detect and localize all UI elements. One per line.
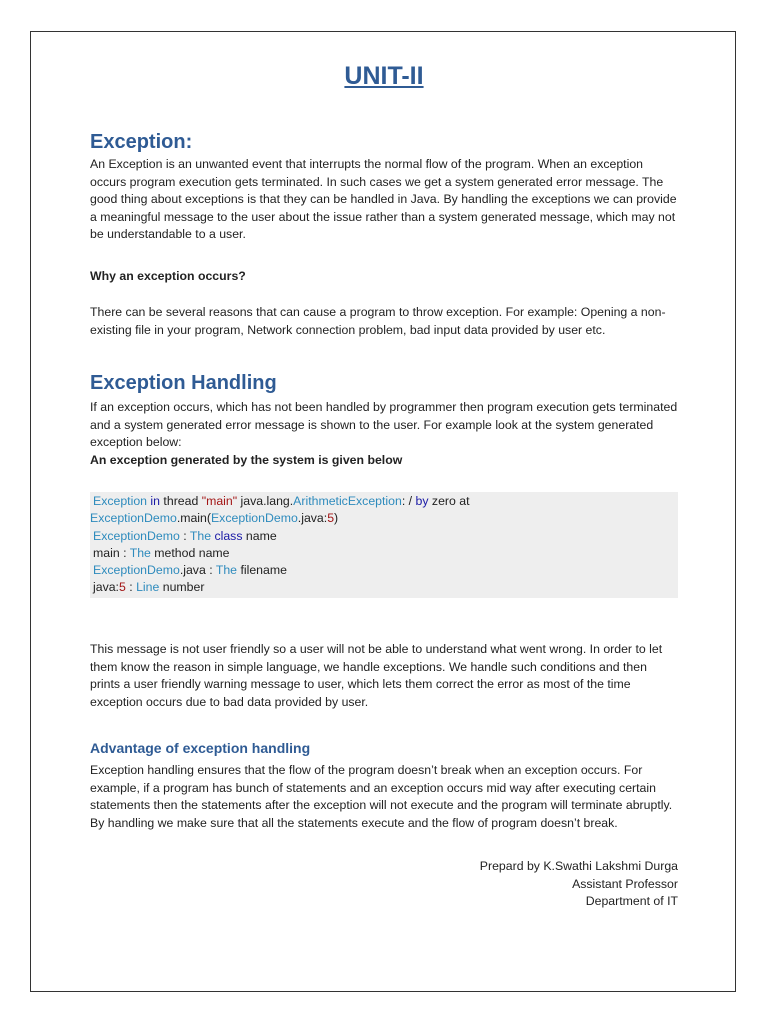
handling-text: If an exception occurs, which has not been handled by programmer then program execution gets terminated and a system generated error message is shown to the user. For example look at the system generated exception below: <box>90 400 678 449</box>
code-line-6: java:5 : Line number <box>93 580 205 595</box>
code-line-3: ExceptionDemo : The class name <box>93 528 277 543</box>
signature-block <box>480 858 678 911</box>
signature-author: Prepard by K.Swathi Lakshmi Durga <box>479 859 678 873</box>
exception-handling-heading: Exception Handling <box>90 372 277 394</box>
advantage-paragraphs <box>90 762 678 832</box>
signature-designation: Assistant Professor <box>572 876 678 891</box>
why-question: Why an exception occurs? <box>90 269 246 283</box>
why-answer: There can be several reasons that can cause a program to throw exception. For example: Opening a non-existing file in your program, Network connection problem, bad input data provided by user etc. <box>90 305 666 337</box>
code-line-1: Exception in thread "main" java.lang.ArithmeticException: / by zero at <box>93 494 470 508</box>
unit-title: UNIT-II <box>344 62 424 90</box>
code-line-4: main : The method name <box>93 545 230 560</box>
advantage-paragraph: Exception handling ensures that the flow of the program doesn’t break when an exception occurs. For example, if a program has bunch of statements and an exception occurs mid way after executing certain statements then the statements after the exception will not execute and the program will terminate abruptly. <box>90 763 673 812</box>
code-block <box>90 492 678 598</box>
exception-handling-paragraph <box>90 399 678 469</box>
advantage-heading: Advantage of exception handling <box>90 740 311 756</box>
code-line-2: ExceptionDemo.main(ExceptionDemo.java:5) <box>90 511 339 526</box>
exception-paragraph: An Exception is an unwanted event that interrupts the normal flow of the program. When an exception occurs program execution gets terminated. In such cases we get a system generated error message. The good thing about exceptions is that they can be handled in Java. By handling the exceptions we can provide a meaningful message to the user about the issue rather than a system generated message, which may not be understandable to a user. <box>90 157 677 241</box>
exception-heading: Exception: <box>90 131 193 153</box>
document-page <box>30 31 736 992</box>
handling-bold-line: An exception generated by the system is given below <box>90 452 403 467</box>
advantage-paragraph-2: By handling we make sure that all the statements execute and the flow of program doesn’t break. <box>90 815 618 830</box>
after-code-paragraph: This message is not user friendly so a user will not be able to understand what went wrong. In order to let them know the reason in simple language, we handle exceptions. We handle such conditions and then prints a user friendly warning message to user, which lets them correct the error as most of the time exception occurs due to bad data provided by user. <box>90 642 663 709</box>
code-line-5: ExceptionDemo.java : The filename <box>93 563 287 578</box>
signature-department: Department of IT <box>585 894 678 908</box>
